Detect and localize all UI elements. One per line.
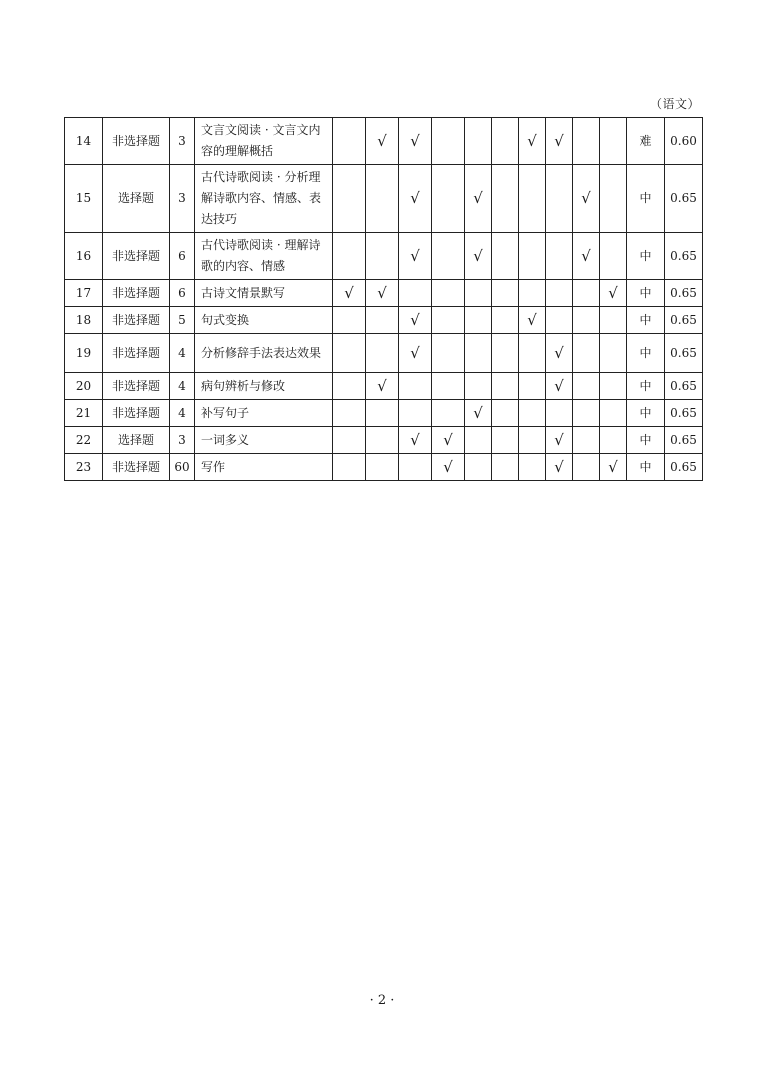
check-cell: √: [399, 233, 432, 280]
check-cell: √: [399, 118, 432, 165]
check-cell: [519, 233, 546, 280]
check-cell: √: [432, 427, 465, 454]
question-type-cell: 非选择题: [103, 400, 170, 427]
difficulty-cell: 中: [627, 334, 665, 373]
question-type-cell: 非选择题: [103, 233, 170, 280]
check-cell: [366, 233, 399, 280]
check-cell: [546, 400, 573, 427]
check-cell: √: [600, 280, 627, 307]
check-cell: [546, 233, 573, 280]
check-cell: [519, 427, 546, 454]
check-cell: [333, 118, 366, 165]
check-cell: [492, 427, 519, 454]
content-cell: 古代诗歌阅读 · 理解诗歌的内容、情感: [195, 233, 333, 280]
table-row: [65, 165, 703, 233]
table-body: [65, 118, 703, 481]
check-cell: [366, 427, 399, 454]
check-cell: [492, 118, 519, 165]
check-cell: √: [399, 307, 432, 334]
check-cell: [573, 307, 600, 334]
table-row: [65, 307, 703, 334]
check-cell: [492, 334, 519, 373]
check-cell: [432, 373, 465, 400]
check-cell: [600, 373, 627, 400]
question-number-cell: 14: [65, 118, 103, 165]
check-cell: [573, 373, 600, 400]
question-type-cell: 非选择题: [103, 373, 170, 400]
check-cell: [366, 165, 399, 233]
check-cell: [333, 233, 366, 280]
score-cell: 6: [170, 280, 195, 307]
question-number-cell: 23: [65, 454, 103, 481]
coefficient-cell: 0.65: [665, 427, 703, 454]
difficulty-cell: 中: [627, 165, 665, 233]
question-number-cell: 15: [65, 165, 103, 233]
check-cell: [432, 280, 465, 307]
check-cell: √: [465, 165, 492, 233]
check-cell: [465, 307, 492, 334]
score-cell: 4: [170, 334, 195, 373]
table-row: [65, 400, 703, 427]
table-row: [65, 280, 703, 307]
check-cell: [546, 307, 573, 334]
check-cell: [465, 280, 492, 307]
question-number-cell: 18: [65, 307, 103, 334]
check-cell: √: [573, 233, 600, 280]
subject-label: （语文）: [649, 97, 700, 111]
question-number-cell: 20: [65, 373, 103, 400]
check-cell: √: [465, 233, 492, 280]
check-cell: [465, 118, 492, 165]
table-row: [65, 427, 703, 454]
check-cell: [492, 373, 519, 400]
check-cell: [432, 400, 465, 427]
table-row: [65, 334, 703, 373]
check-cell: [519, 280, 546, 307]
check-cell: [600, 334, 627, 373]
check-cell: [333, 307, 366, 334]
question-number-cell: 17: [65, 280, 103, 307]
score-cell: 4: [170, 400, 195, 427]
check-cell: [492, 400, 519, 427]
check-cell: √: [366, 118, 399, 165]
check-cell: [573, 400, 600, 427]
check-cell: √: [546, 454, 573, 481]
question-number-cell: 16: [65, 233, 103, 280]
coefficient-cell: 0.65: [665, 454, 703, 481]
content-cell: 古诗文情景默写: [195, 280, 333, 307]
check-cell: [432, 334, 465, 373]
check-cell: [432, 165, 465, 233]
check-cell: √: [600, 454, 627, 481]
check-cell: [519, 334, 546, 373]
check-cell: [600, 400, 627, 427]
check-cell: [600, 118, 627, 165]
score-cell: 4: [170, 373, 195, 400]
page-number: · 2 ·: [369, 993, 395, 1008]
check-cell: [519, 454, 546, 481]
check-cell: [333, 427, 366, 454]
score-cell: 3: [170, 118, 195, 165]
check-cell: [366, 307, 399, 334]
score-cell: 5: [170, 307, 195, 334]
check-cell: √: [546, 373, 573, 400]
check-cell: [366, 400, 399, 427]
check-cell: √: [546, 427, 573, 454]
check-cell: [600, 233, 627, 280]
check-cell: [492, 307, 519, 334]
check-cell: [465, 427, 492, 454]
check-cell: [519, 400, 546, 427]
table-row: [65, 454, 703, 481]
difficulty-cell: 中: [627, 307, 665, 334]
question-type-cell: 非选择题: [103, 454, 170, 481]
check-cell: [333, 334, 366, 373]
content-cell: 补写句子: [195, 400, 333, 427]
check-cell: √: [546, 118, 573, 165]
question-number-cell: 22: [65, 427, 103, 454]
check-cell: [399, 373, 432, 400]
check-cell: [573, 334, 600, 373]
coefficient-cell: 0.65: [665, 233, 703, 280]
difficulty-cell: 中: [627, 427, 665, 454]
check-cell: [465, 454, 492, 481]
check-cell: [492, 280, 519, 307]
check-cell: √: [519, 307, 546, 334]
question-number-cell: 21: [65, 400, 103, 427]
check-cell: [432, 233, 465, 280]
content-cell: 一词多义: [195, 427, 333, 454]
check-cell: [492, 454, 519, 481]
content-cell: 文言文阅读 · 文言文内容的理解概括: [195, 118, 333, 165]
check-cell: [573, 427, 600, 454]
check-cell: [600, 307, 627, 334]
check-cell: √: [546, 334, 573, 373]
difficulty-cell: 中: [627, 233, 665, 280]
check-cell: √: [432, 454, 465, 481]
check-cell: [546, 280, 573, 307]
check-cell: √: [366, 280, 399, 307]
check-cell: [333, 165, 366, 233]
check-cell: [600, 165, 627, 233]
score-cell: 6: [170, 233, 195, 280]
content-cell: 分析修辞手法表达效果: [195, 334, 333, 373]
question-type-cell: 选择题: [103, 165, 170, 233]
table-row: [65, 233, 703, 280]
check-cell: [333, 400, 366, 427]
check-cell: √: [519, 118, 546, 165]
difficulty-cell: 中: [627, 454, 665, 481]
difficulty-cell: 中: [627, 280, 665, 307]
coefficient-cell: 0.65: [665, 280, 703, 307]
question-type-cell: 选择题: [103, 427, 170, 454]
check-cell: [600, 427, 627, 454]
check-cell: [399, 280, 432, 307]
question-number-cell: 19: [65, 334, 103, 373]
check-cell: [492, 165, 519, 233]
check-cell: [432, 307, 465, 334]
content-cell: 古代诗歌阅读 · 分析理解诗歌内容、情感、表达技巧: [195, 165, 333, 233]
score-cell: 3: [170, 427, 195, 454]
coefficient-cell: 0.65: [665, 165, 703, 233]
difficulty-cell: 中: [627, 400, 665, 427]
check-cell: [519, 165, 546, 233]
coefficient-cell: 0.65: [665, 334, 703, 373]
check-cell: [519, 373, 546, 400]
check-cell: [546, 165, 573, 233]
check-cell: √: [333, 280, 366, 307]
check-cell: √: [399, 427, 432, 454]
check-cell: [366, 454, 399, 481]
coefficient-cell: 0.65: [665, 400, 703, 427]
check-cell: √: [465, 400, 492, 427]
check-cell: [465, 334, 492, 373]
question-type-cell: 非选择题: [103, 280, 170, 307]
content-cell: 写作: [195, 454, 333, 481]
content-cell: 病句辨析与修改: [195, 373, 333, 400]
question-type-cell: 非选择题: [103, 334, 170, 373]
score-cell: 3: [170, 165, 195, 233]
coefficient-cell: 0.65: [665, 307, 703, 334]
check-cell: [432, 118, 465, 165]
check-cell: [333, 454, 366, 481]
question-type-cell: 非选择题: [103, 307, 170, 334]
question-type-cell: 非选择题: [103, 118, 170, 165]
content-cell: 句式变换: [195, 307, 333, 334]
coefficient-cell: 0.65: [665, 373, 703, 400]
check-cell: [399, 400, 432, 427]
check-cell: √: [399, 334, 432, 373]
check-cell: √: [399, 165, 432, 233]
check-cell: √: [366, 373, 399, 400]
spec-table: [64, 117, 703, 481]
difficulty-cell: 难: [627, 118, 665, 165]
check-cell: [573, 280, 600, 307]
coefficient-cell: 0.60: [665, 118, 703, 165]
table-row: [65, 118, 703, 165]
check-cell: [573, 454, 600, 481]
check-cell: [366, 334, 399, 373]
score-cell: 60: [170, 454, 195, 481]
check-cell: [333, 373, 366, 400]
check-cell: [399, 454, 432, 481]
difficulty-cell: 中: [627, 373, 665, 400]
check-cell: [492, 233, 519, 280]
table-row: [65, 373, 703, 400]
check-cell: √: [573, 165, 600, 233]
check-cell: [573, 118, 600, 165]
check-cell: [465, 373, 492, 400]
